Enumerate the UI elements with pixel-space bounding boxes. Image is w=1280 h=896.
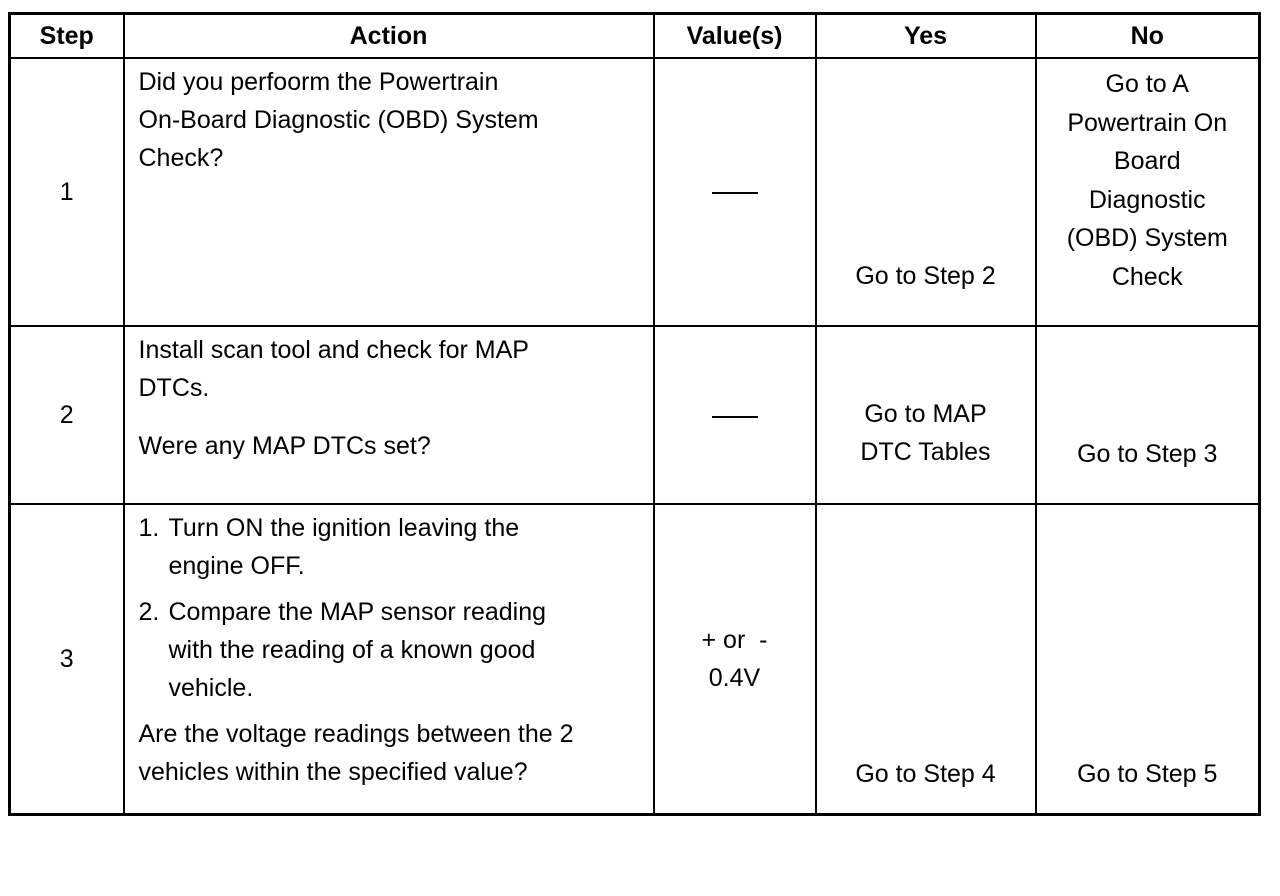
- no-line: (OBD) System: [1066, 224, 1228, 252]
- no-line: Board: [1113, 147, 1181, 175]
- diagnostic-table: [8, 12, 1261, 816]
- action-line: DTCs.: [138, 374, 210, 403]
- yes-text: Go to Step 4: [855, 760, 996, 788]
- list-line: Compare the MAP sensor reading: [168, 598, 547, 627]
- action-cell: [124, 58, 654, 326]
- header-row: [10, 14, 1260, 59]
- no-cell: [1036, 504, 1260, 814]
- list-line: Turn ON the ignition leaving the: [168, 514, 520, 543]
- step-number: 3: [10, 504, 124, 814]
- list-number: 2.: [138, 598, 160, 627]
- no-line: Go to A: [1105, 70, 1189, 98]
- yes-cell: [816, 326, 1036, 504]
- no-cell: [1036, 326, 1260, 504]
- no-line: Diagnostic: [1088, 185, 1206, 214]
- list-item: [139, 593, 639, 707]
- list-item: [139, 509, 639, 585]
- value-cell: [654, 504, 816, 814]
- list-line: vehicle.: [168, 674, 254, 703]
- yes-line: Go to MAP: [864, 400, 987, 429]
- action-cell: [124, 326, 654, 504]
- step-number: 2: [10, 326, 124, 504]
- empty-value-dash: [712, 192, 758, 194]
- value-cell: [654, 326, 816, 504]
- list-number: 1.: [138, 514, 160, 543]
- no-line: Powertrain On: [1067, 108, 1228, 137]
- yes-line: DTC Tables: [860, 438, 991, 467]
- no-text: Go to Step 3: [1077, 440, 1218, 469]
- empty-value-dash: [712, 416, 758, 418]
- header-yes: Yes: [816, 14, 1036, 59]
- action-line: On-Board Diagnostic (OBD) System: [138, 106, 539, 134]
- yes-cell: [816, 58, 1036, 326]
- table-row-step-3: [10, 504, 1260, 814]
- step-number: 1: [10, 58, 124, 326]
- yes-cell: [816, 504, 1036, 814]
- no-cell: [1036, 58, 1260, 326]
- action-line: Check?: [138, 144, 224, 172]
- header-step: Step: [10, 14, 124, 59]
- action-cell: [124, 504, 654, 814]
- no-text: Go to Step 5: [1077, 760, 1218, 788]
- header-values: Value(s): [654, 14, 816, 59]
- header-no: No: [1036, 14, 1260, 59]
- action-question-line: Are the voltage readings between the 2: [138, 720, 574, 749]
- value-line: 0.4V: [708, 664, 761, 693]
- list-line: with the reading of a known good: [168, 636, 536, 665]
- header-action: Action: [124, 14, 654, 59]
- action-line: Did you perfoorm the Powertrain: [138, 68, 499, 96]
- value-cell: [654, 58, 816, 326]
- table-row-step-1: [10, 58, 1260, 326]
- yes-text-block: [817, 395, 1035, 471]
- action-question-line: vehicles within the specified value?: [138, 758, 528, 787]
- list-line: engine OFF.: [168, 552, 305, 581]
- no-line: Check: [1111, 262, 1183, 291]
- value-line: + or -: [701, 626, 768, 655]
- action-question: Were any MAP DTCs set?: [138, 432, 431, 461]
- action-line: Install scan tool and check for MAP: [138, 336, 529, 365]
- table-row-step-2: [10, 326, 1260, 504]
- yes-text: Go to Step 2: [855, 262, 996, 291]
